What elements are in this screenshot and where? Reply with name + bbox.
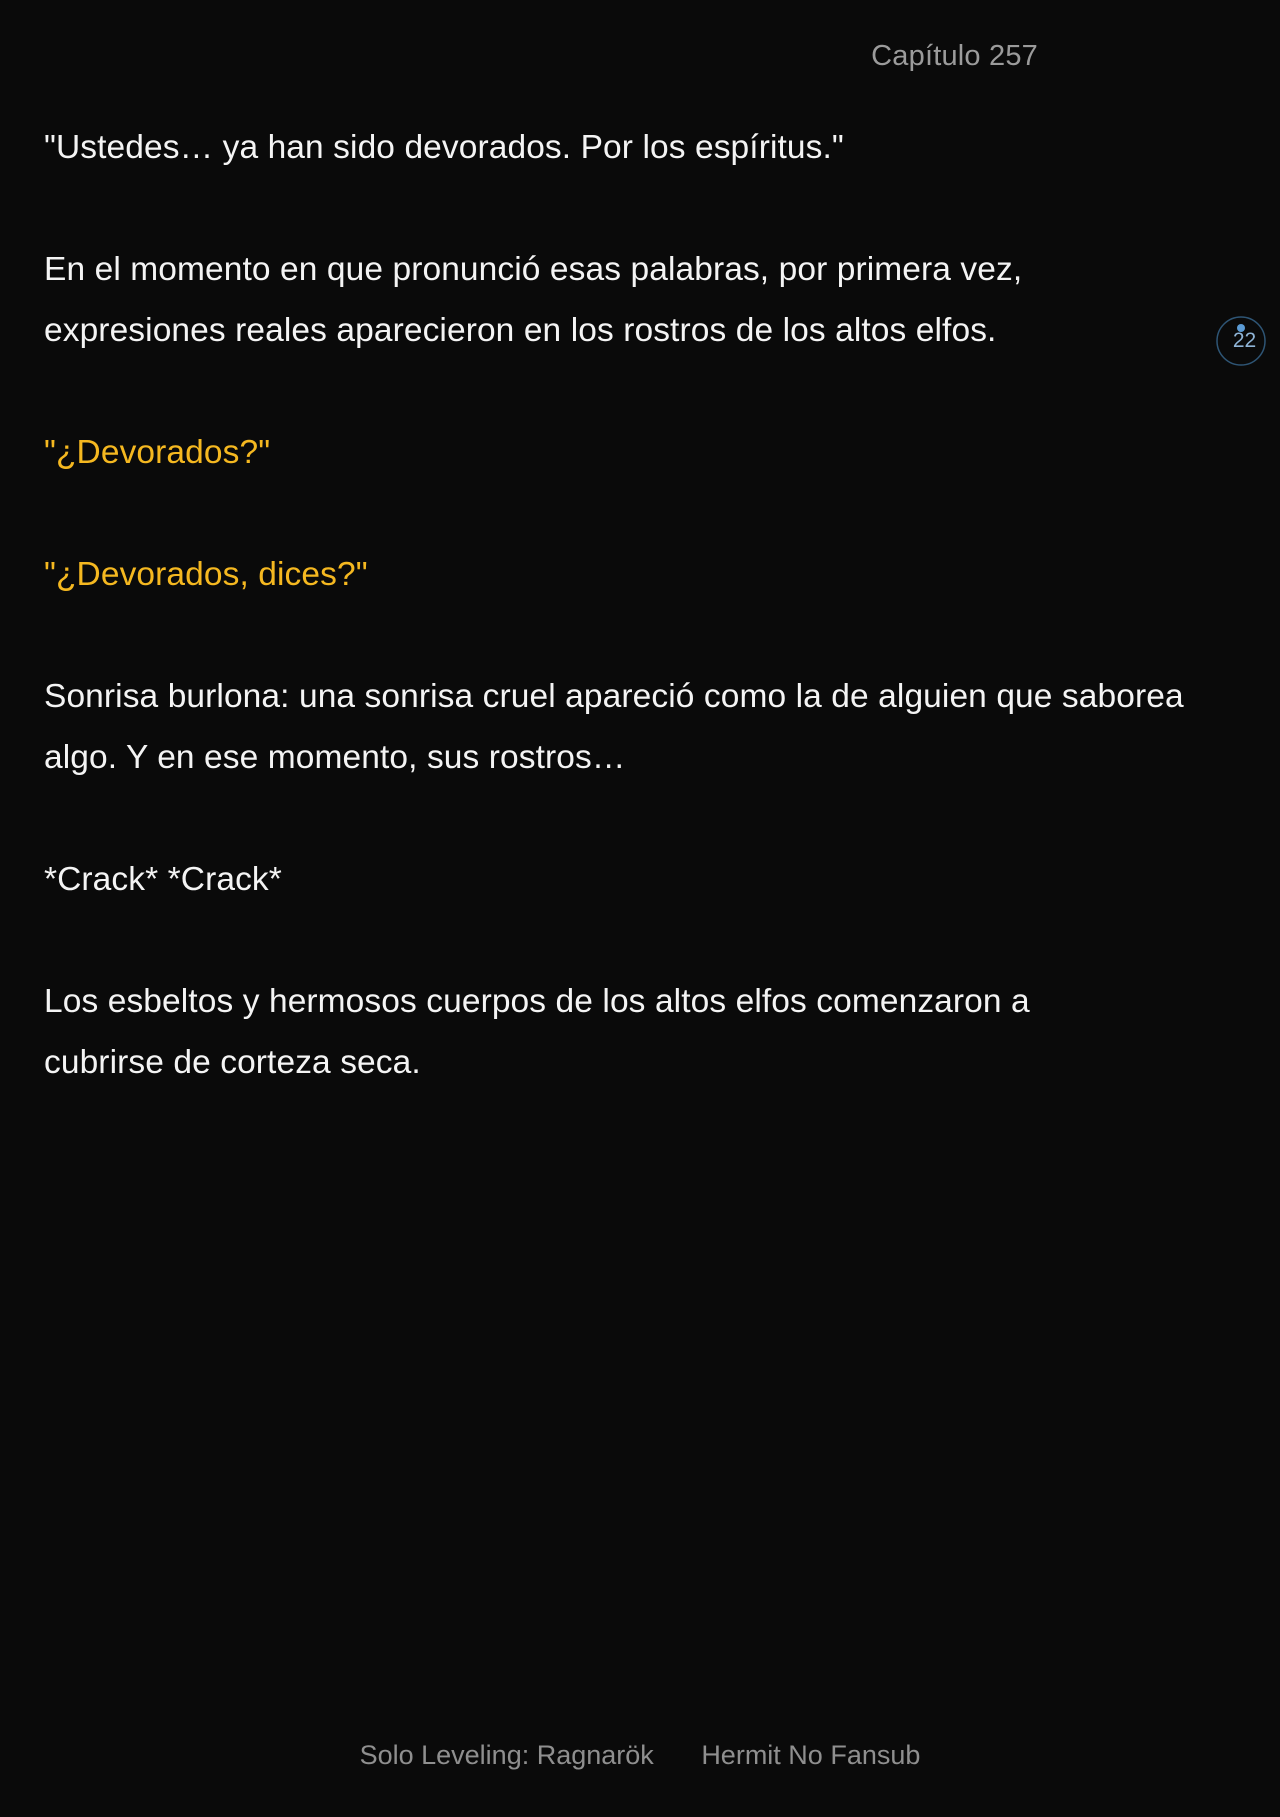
series-title: Solo Leveling: Ragnarök <box>359 1740 654 1770</box>
paragraph: En el momento en que pronunció esas palabras, por primera vez, expresiones reales aparecieron en los rostros de los altos elfos. <box>44 251 1023 349</box>
paragraph-dialogue: "¿Devorados, dices?" <box>44 556 368 594</box>
progress-value: 22 <box>1232 329 1257 352</box>
paragraph-dialogue: "¿Devorados?" <box>44 433 271 471</box>
reading-progress-indicator[interactable] <box>1210 310 1272 372</box>
paragraph: Sonrisa burlona: una sonrisa cruel apareció como la de alguien que saborea algo. Y en ese momento, sus rostros… <box>44 678 1184 776</box>
paragraph: *Crack* *Crack* <box>44 861 282 899</box>
fansub-group-name: Hermit No Fansub <box>701 1740 921 1770</box>
chapter-content <box>44 118 1214 1155</box>
paragraph: "Ustedes… ya han sido devorados. Por los espíritus." <box>44 129 844 166</box>
chapter-label: Capítulo 257 <box>871 40 1038 72</box>
page-footer <box>0 1740 1280 1771</box>
paragraph: Los esbeltos y hermosos cuerpos de los altos elfos comenzaron a cubrirse de corteza seca. <box>44 983 1030 1081</box>
